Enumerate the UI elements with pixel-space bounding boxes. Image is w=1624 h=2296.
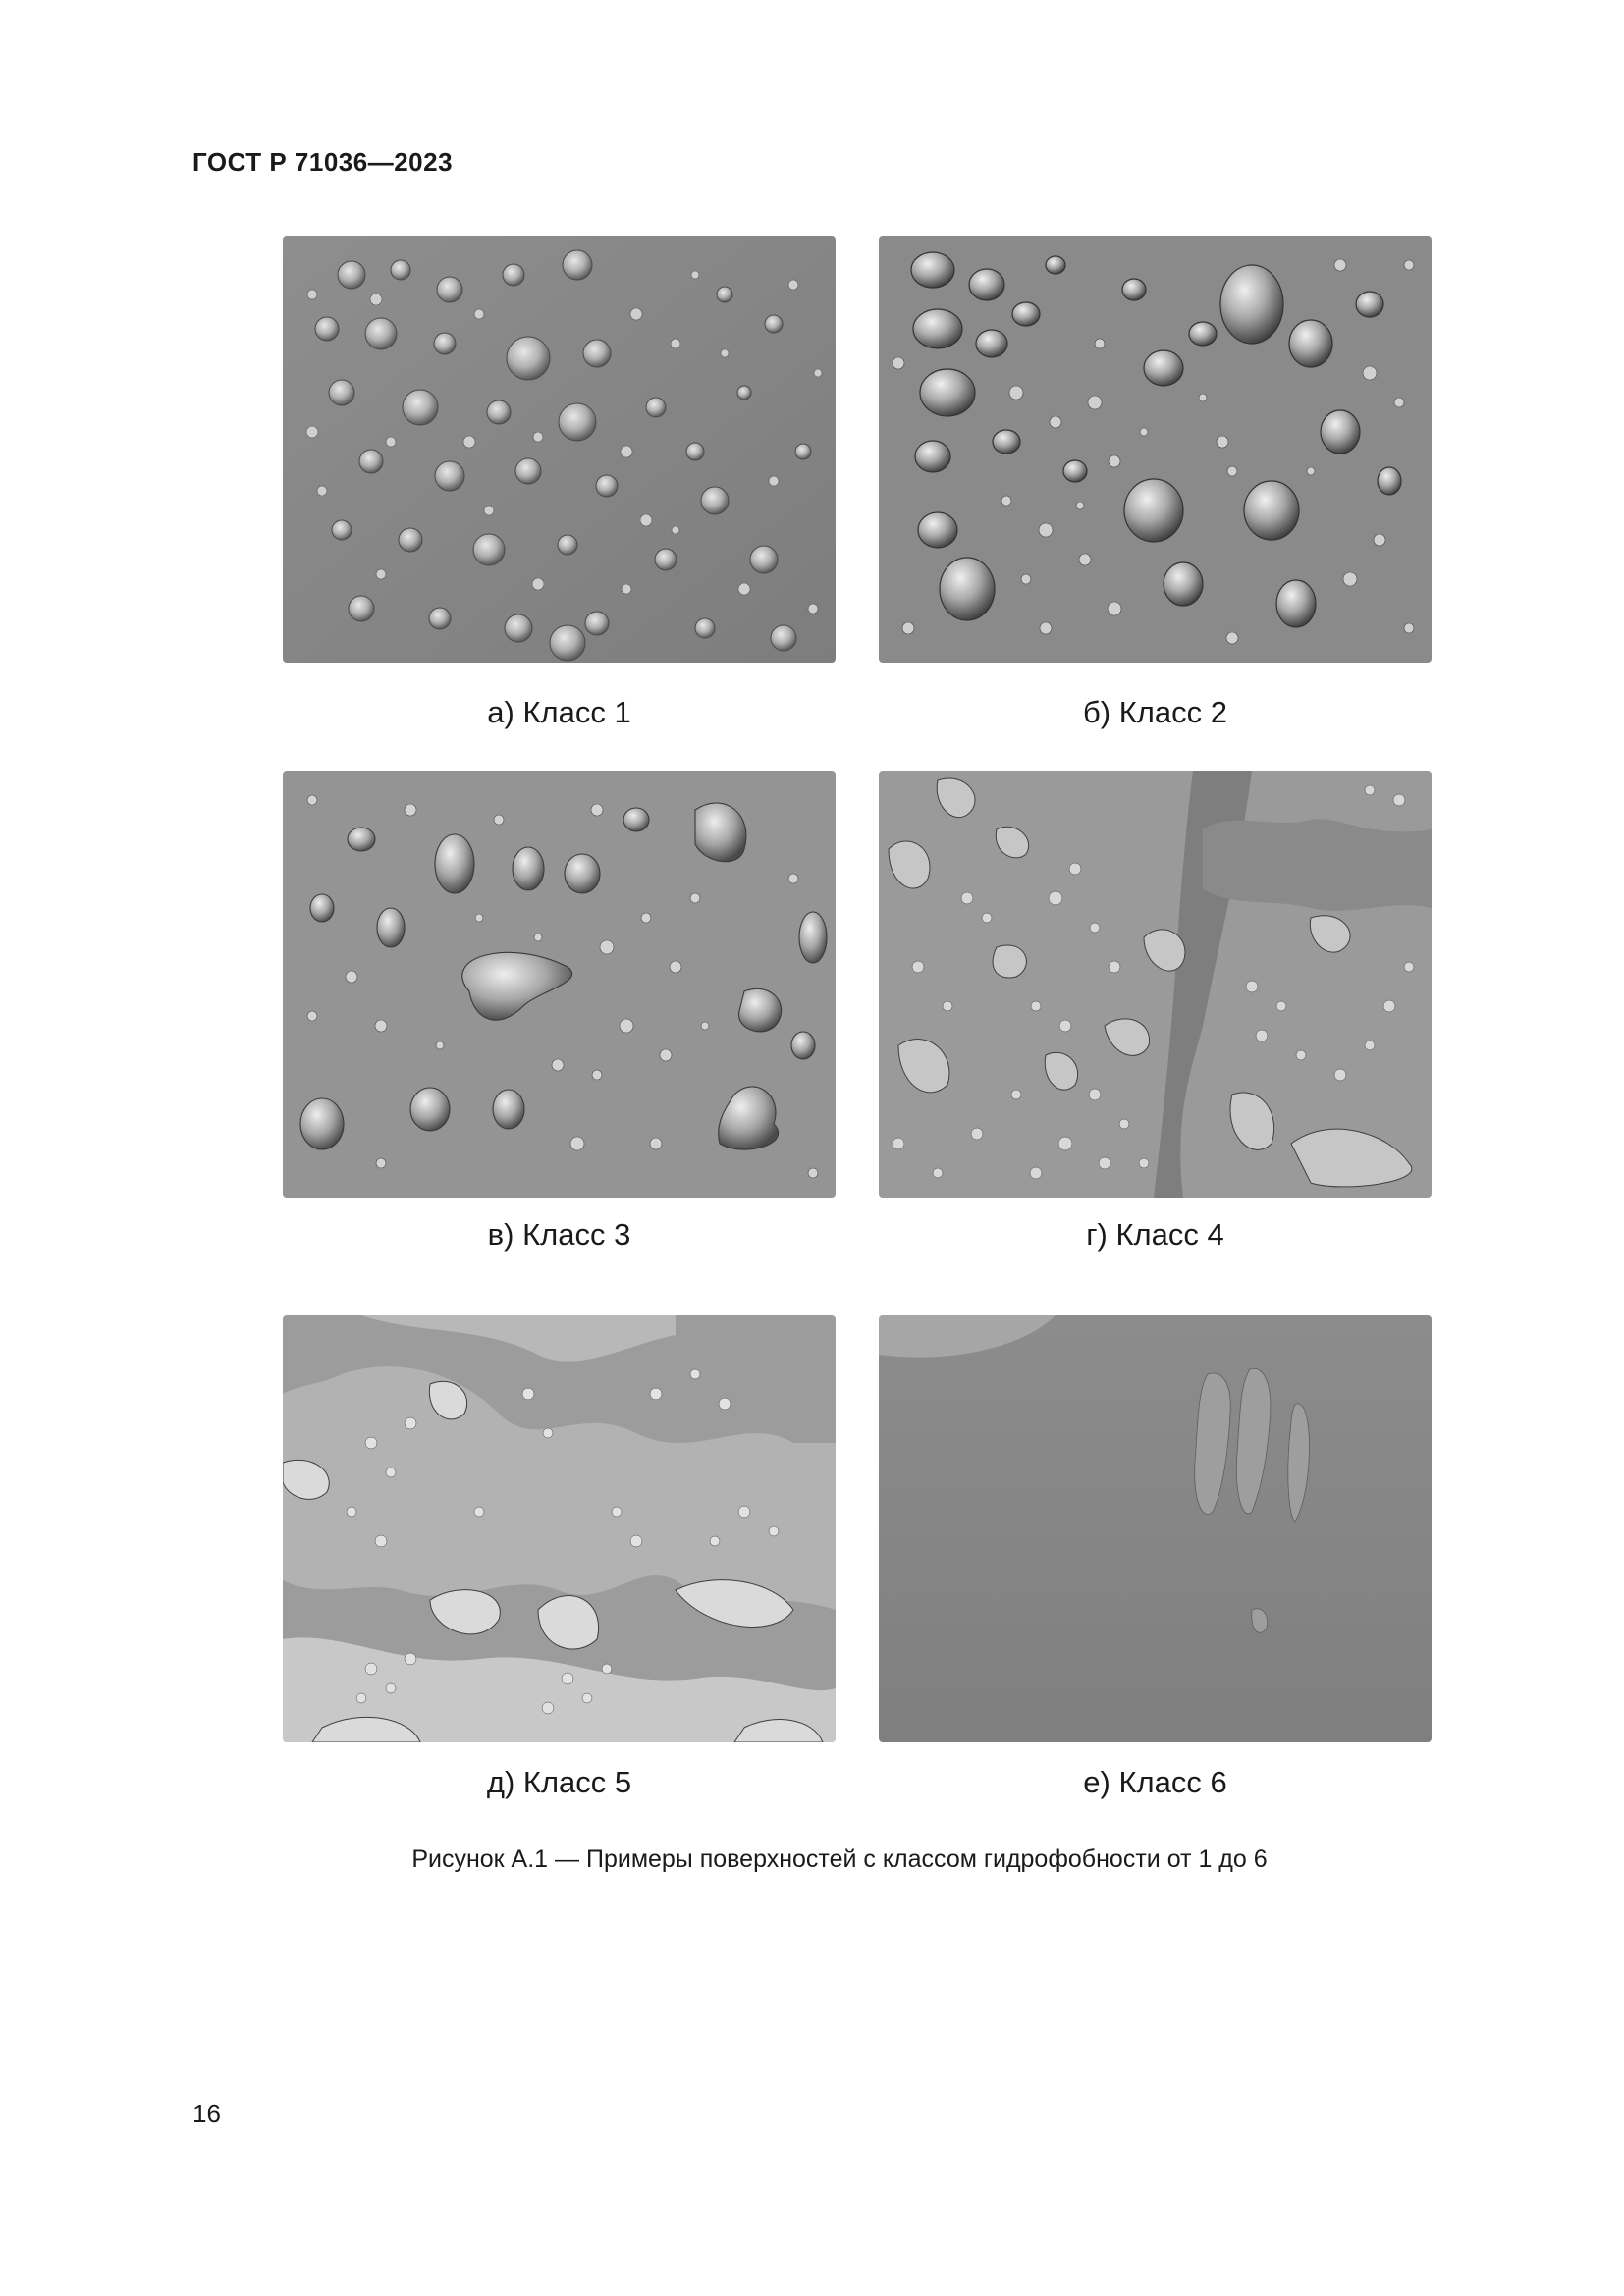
caption-class-5: д) Класс 5 — [486, 1765, 632, 1799]
page-number: 16 — [192, 2099, 221, 2128]
photo-class-3 — [283, 771, 836, 1198]
caption-class-3: в) Класс 3 — [487, 1217, 631, 1252]
photo-class-5 — [283, 1315, 836, 1742]
caption-class-6: е) Класс 6 — [1083, 1765, 1227, 1799]
caption-class-4: г) Класс 4 — [1086, 1217, 1224, 1252]
photo-class-1 — [283, 236, 836, 663]
document-header: ГОСТ Р 71036—2023 — [192, 147, 454, 177]
photo-class-4 — [879, 771, 1432, 1198]
caption-class-1: а) Класс 1 — [487, 695, 631, 729]
caption-class-2: б) Класс 2 — [1083, 695, 1227, 729]
photo-class-2 — [879, 236, 1432, 663]
photo-class-6 — [879, 1315, 1432, 1742]
figure-caption: Рисунок А.1 — Примеры поверхностей с классом гидрофобности от 1 до 6 — [411, 1845, 1268, 1873]
